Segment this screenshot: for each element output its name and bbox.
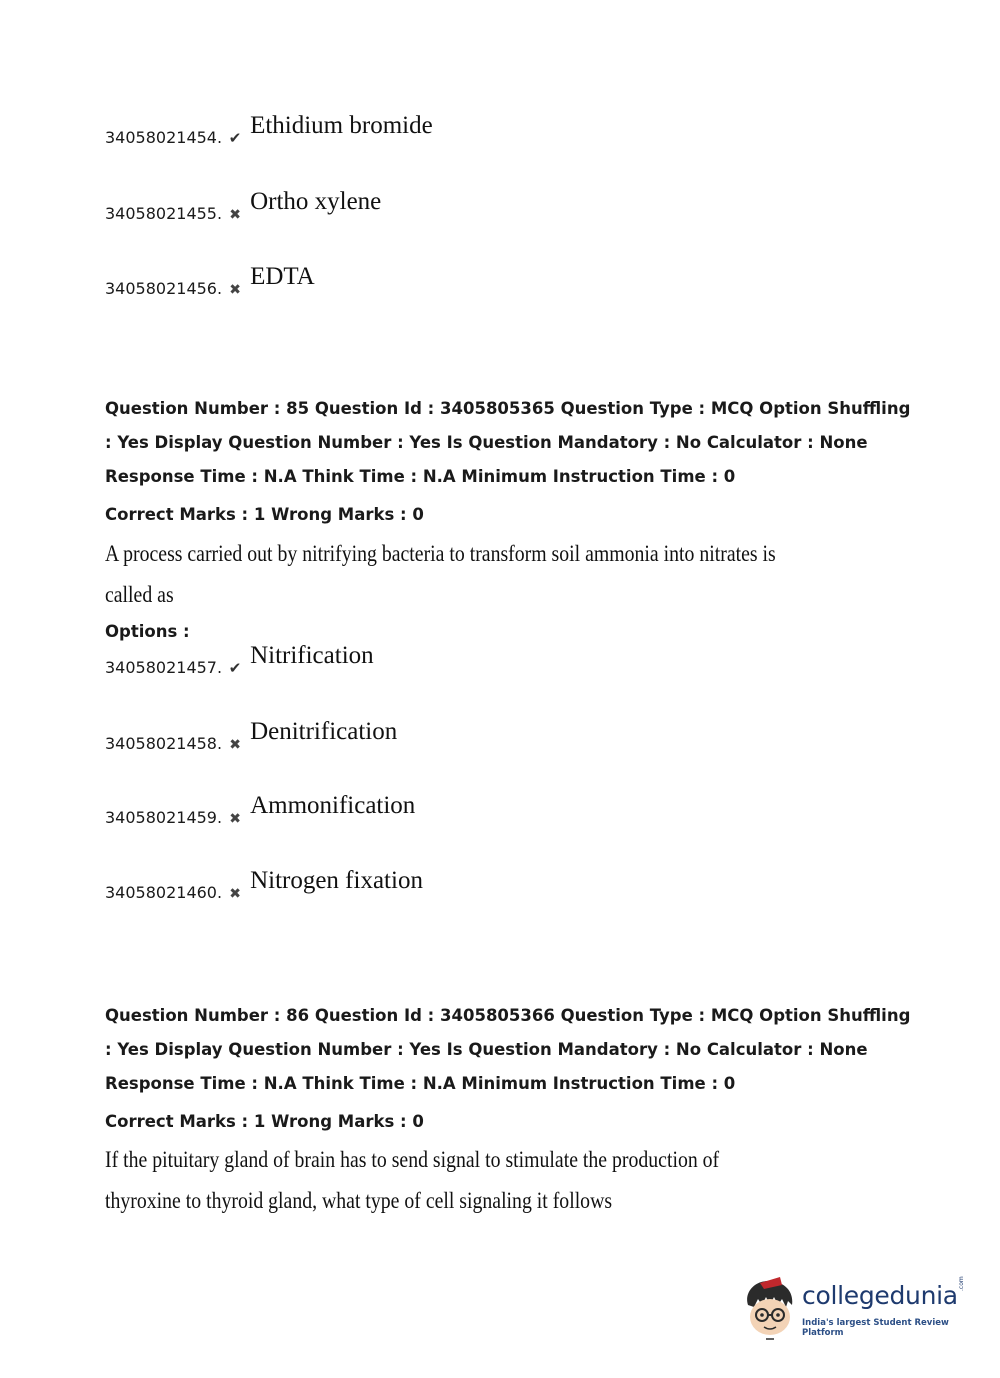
option-text: Denitrification — [250, 718, 398, 745]
question-text — [105, 533, 776, 615]
mascot-icon — [740, 1275, 800, 1345]
logo-suffix: .com — [958, 1276, 965, 1291]
option-id: 34058021458. — [105, 734, 223, 753]
option-row — [105, 188, 382, 226]
question-text — [105, 1139, 720, 1221]
collegedunia-logo — [740, 1275, 970, 1345]
cross-icon: ✖ — [229, 282, 241, 298]
option-id: 34058021454. — [105, 128, 223, 147]
cross-icon: ✖ — [229, 811, 241, 827]
check-icon: ✔ — [228, 129, 242, 147]
option-id: 34058021455. — [105, 204, 223, 223]
option-text: Ethidium bromide — [250, 112, 433, 139]
option-id: 34058021457. — [105, 658, 223, 677]
question-line: A process carried out by nitrifying bacteria to transform soil ammonia into nitrates is — [105, 541, 776, 566]
option-text: Nitrogen fixation — [250, 867, 423, 894]
question-line: If the pituitary gland of brain has to send signal to stimulate the production of — [105, 1147, 720, 1172]
option-row — [105, 867, 423, 905]
option-row — [105, 112, 433, 150]
question-meta: Question Number : 85 Question Id : 3405805365 Question Type : MCQ Option Shuffling : Yes Display Question Number : Yes Is Question Mandatory : No Calculator : None Response Time : N.A Think Time : N.A Minimum Instruction Time : 0 — [105, 399, 911, 486]
options-label: Options : — [105, 622, 190, 641]
option-id: 34058021456. — [105, 279, 223, 298]
option-row — [105, 263, 315, 301]
option-id: 34058021459. — [105, 808, 223, 827]
question-line: thyroxine to thyroid gland, what type of cell signaling it follows — [105, 1188, 613, 1213]
option-row — [105, 642, 374, 680]
question-meta: Question Number : 86 Question Id : 3405805366 Question Type : MCQ Option Shuffling : Yes Display Question Number : Yes Is Question Mandatory : No Calculator : None Response Time : N.A Think Time : N.A Minimum Instruction Time : 0 — [105, 1006, 911, 1093]
cross-icon: ✖ — [229, 737, 241, 753]
option-row — [105, 718, 398, 756]
option-text: EDTA — [250, 263, 315, 290]
cross-icon: ✖ — [229, 207, 241, 223]
option-id: 34058021460. — [105, 883, 223, 902]
question-line: called as — [105, 582, 174, 607]
option-text: Ammonification — [250, 792, 416, 819]
logo-wordmark: collegedunia — [802, 1281, 958, 1310]
logo-tagline: India's largest Student Review Platform — [802, 1318, 949, 1338]
cross-icon: ✖ — [229, 886, 241, 902]
question-marks: Correct Marks : 1 Wrong Marks : 0 — [105, 505, 424, 524]
option-text: Nitrification — [250, 642, 374, 669]
option-row — [105, 792, 416, 830]
check-icon: ✔ — [228, 659, 242, 677]
question-marks: Correct Marks : 1 Wrong Marks : 0 — [105, 1112, 424, 1131]
option-text: Ortho xylene — [250, 188, 382, 215]
